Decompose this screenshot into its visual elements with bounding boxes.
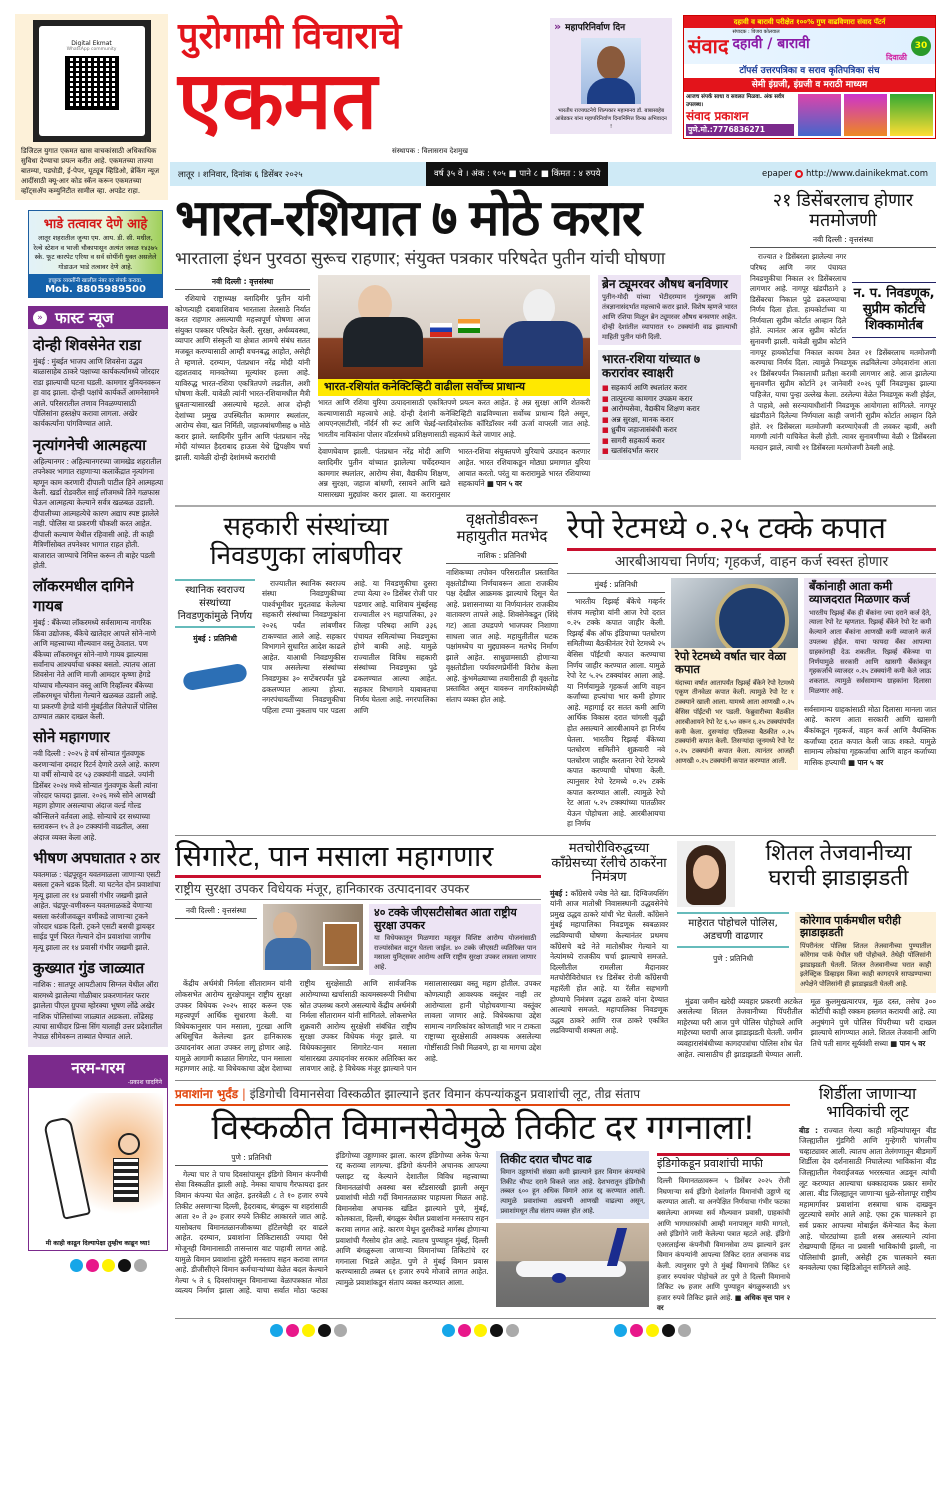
ad-product: दहावी / बारावी	[732, 36, 810, 52]
congress-body	[550, 889, 668, 1037]
ad-sub: दिवाळी	[886, 53, 907, 62]
congress-headline: मतचोरीविरुद्धच्या काँग्रेसच्या रॅलीचे ठाकरेंना निमंत्रण	[551, 840, 667, 885]
registration-marks	[70, 1259, 168, 1272]
rent-ad-title: भाडे तत्वावर देणे आहे	[43, 217, 148, 232]
coop-kicker	[175, 579, 255, 628]
qr-card[interactable]	[33, 20, 151, 142]
flight-columns	[175, 1151, 649, 1307]
fast-news-header	[28, 306, 168, 329]
repo-body: भारतीय रिझर्व्ह बँकेचे गव्हर्नर संजय मल्होत्रा यांनी आज रेपो दरात ०.२५ टक्के कपात जाहीर केली. रिझर्व्ह बँक ऑफ इंडियाच्या पतधोरण समितीच्या बैठकीनंतर रेपो रेटमध्ये २५ बेसिस पॉईंटची कपात करण्याचा निर्णय जाहीर करण्यात आला. यामुळे रेपो रेट ५.२५ टक्क्यांवर आला आहे. या निर्णयामुळे गृहकर्ज आणि वाहन कर्जांच्या हप्त्यांचा भार कमी होणार आहे. महागाई दर सतत कमी आणि आर्थिक विकास दरात चांगली वृद्धी होत असल्याने आरबीआयने हा निर्णय घेतला. भारतीय रिझर्व्ह बँकेच्या पतधोरण समितीने शुक्रवारी नवे पतधोरण जाहीर करताना रेपो रेटमध्ये कपात करण्याची घोषणा केली. त्यानुसार रेपो रेटमध्ये ०.२५ टक्के कपात करण्यात आली. त्यामुळे रेपो रेट आता ५.२५ टक्क्यांच्या पातळीवर येऊन पोहोचला आहे. आरबीआयचा हा निर्णय	[567, 596, 665, 829]
deal-item: ■ सहकार्य आणि स्थलांतर करार	[602, 383, 737, 394]
photo-banner: भारत-रशियांत कनेक्टिव्हिटी वाढीला सर्वोच्च प्राधान्य	[318, 379, 590, 396]
deals-headline: भारत-रशिया यांच्यात ७ करारांवर स्वाक्षरी	[602, 352, 701, 380]
rbi-photo	[671, 578, 798, 648]
masthead-founder: संस्थापक : विलासराव देशमुख	[392, 147, 468, 155]
cigarette-body: केंद्रीय अर्थमंत्री निर्मला सीतारामन यांनी लोकसभेत आरोग्य सुरक्षेपासून राष्ट्रीय सुरक्षा उपकर विधेयक २०२५ सादर करून एक महत्त्वपूर्ण आर्थिक सुधारणा केली. या विधेयकानुसार पान मसाला, गुटखा आणि अधिसूचित केलेल्या इतर हानिकारक उत्पादनांवर आता उपकर लागू होणार आहे. यामुळे आगामी काळात सिगारेट, पान मसाला महागणार आहे. या विधेयकाचा उद्देश देशाच्या राष्ट्रीय सुरक्षेसाठी आणि सार्वजनिक आरोग्याच्या खर्चासाठी कायमस्वरूपी निधीचा स्रोत उपलब्ध करणे असल्याचे केंद्रीय अर्थमंत्री निर्मला सीतारामन यांनी सांगितले. लोकसभेत शुक्रवारी आरोग्य सुरक्षेशी संबंधित राष्ट्रीय सुरक्षा उपकर विधेयक मंजूर झाले. या विधेयकानुसार सिगारेट-पान मसाला यांसारख्या उत्पादनांवर सरकार अतिरिक्त कर लावणार आहे. हे विधेयक मंजूर झाल्याने पान मसालासारख्या वस्तू महाग होतील. उपकर कोणत्याही आवश्यक वस्तूंवर नाही तर आरोग्याला हानी पोहोचवणाऱ्या वस्तूंवर लावला जाणार आहे. विधेयकाचा उद्देश सामान्य नागरिकांवर कोणताही भार न टाकता राष्ट्राच्या सुरक्षेसाठी आवश्यक असलेल्या गोष्टींसाठी निधी मिळवणे, हा या मागचा उद्देश आहे.	[175, 979, 541, 1074]
congress-dateline: मुंबई :	[550, 888, 568, 898]
russia-flag-icon	[430, 323, 452, 337]
continued-link[interactable]: ■ पान ५ वर	[847, 757, 884, 767]
flight-headline: विस्कळीत विमानसेवेमुळे तिकीट दर गगनाला!	[211, 1108, 754, 1147]
vote-dateline: नवी दिल्ली : वृत्तसंस्था	[750, 233, 936, 248]
brain-tumor-box	[598, 275, 741, 345]
putin-modi-photo	[318, 275, 590, 379]
repo-box	[671, 648, 798, 770]
coop-body-cols	[262, 579, 437, 717]
left-sidebar	[15, 14, 168, 1272]
ad-phone[interactable]: पुणे.मो.:7776836271	[686, 124, 794, 136]
ad-editor: संपादक : विजय कोलवाल	[732, 29, 780, 35]
photo-caption: भारत आणि रशिया युरिया उत्पादनासाठी एकत्रितपणे प्रयत्न करत आहेत. हे अन्न सुरक्षा आणि शेतकरी कल्याणासाठी महत्त्वाचे आहे. दोन्ही देशांनी कनेक्टिव्हिटी वाढविण्याला सर्वोच्च प्राधान्य दिले असून, आयएनएसटीसी, नॉर्दर्न सी रूट आणि चेन्नई-व्लादिवोस्तोक कॉरिडॉरवर नवी ऊर्जा वापरली जात आहे. भारतीय नाविकांना पोलार वॉटर्समध्ये प्रशिक्षणासाठी सहकार्य केले जाणार आहे.	[318, 398, 590, 439]
apology-headline: इंडिगोकडून प्रवाशांची माफी	[657, 1158, 790, 1173]
fast-news-body: अहिल्यानगर : अहिल्यानगरच्या जामखेड शहरातील तपनेश्वर भागात राहणाऱ्या कलाकेंद्रात नृत्यांगना म्हणून काम करणारी दीपाली पाटील हिने आत्महत्या केली. खर्डा रोडवरील साई लॉजमध्ये तिने गळफास घेऊन आत्महत्या केल्याने सर्वत्र खळबळ उडाली. दीपालीच्या आत्महत्येचे कारण अद्याप स्पष्ट झालेले नाही. पोलिस या प्रकरणी चौकशी करत आहेत. दीपाली कल्याण येथील रहिवासी आहे. ती काही मैत्रिणींसोबत तपनेश्वर भागात राहत होती. बाजारात जाण्याचे निमित्त करून ती बाहेर पडली होती.	[33, 456, 163, 570]
fast-news-body: मुंबई : मुंबईत भाजप आणि शिवसेना उद्धव बाळासाहेब ठाकरे पक्षाच्या कार्यकर्त्यांमध्ये जोरदार राडा झाल्याची घटना घडली. कामगार युनियनवरून हा वाद झाला. दोन्ही पक्षांचे कार्यकर्ते आमनेसामने आले. परिसरातील तणाव निवळण्यासाठी पोलिसांना हस्तक्षेप करावा लागला. अखेर कार्यकर्त्यांना पांगविण्यात आले.	[33, 357, 161, 429]
shital-headline: शितल तेजवानीच्या घराची झाडाझडती	[765, 840, 912, 890]
registration-marks	[270, 1324, 347, 1337]
cartoon-title: नरम-गरम	[71, 1058, 125, 1077]
shital-body	[677, 997, 936, 1061]
fast-news-headline: भीषण अपघातात २ ठार	[33, 850, 160, 868]
deal-item: ■ खतांसंदर्भात करार	[602, 446, 737, 457]
repo-headline: रेपो रेटमध्ये ०.२५ टक्के कपात	[567, 512, 887, 546]
lead-body-cols	[318, 443, 590, 500]
sitharaman-photo	[263, 904, 363, 970]
fast-news-headline: लॉकरमधील दागिने गायब	[33, 578, 134, 616]
fast-news-headline: दोन्ही शिवसेनेत राडा	[33, 337, 141, 354]
continued-link[interactable]: ■ अधिक वृत्त पान २ वर	[657, 1292, 790, 1313]
continued-link[interactable]: ■ पान ५ वर	[890, 1038, 926, 1048]
rent-ad-text: लातूर शहरातील जुन्या एम. आय. डी. सी. मधील, रेल्वे स्टेशन व भाजी चौकापासून अत्यंत जवळ १४३७५ स्के. फूट कारपेट एरिया व सर्व सोयींनी युक्त असलेले गोडाऊन भाडे तत्वावर देणे आहे.	[33, 234, 158, 271]
vote-headline: २१ डिसेंबरलाच होणार मतमोजणी	[772, 190, 914, 231]
shirdi-body-text: राज्यात गेल्या काही महिन्यांपासून बीड जिल्ह्यातील गुंडगिरी आणि गुन्हेगारी चांगलीच चव्हाट्यावर आली. त्यातच आता तेलंगणातून बीडमार्गे शिर्डीला देव दर्शनासाठी निघालेल्या भाविकांना बीड जिल्ह्यातील गेवराईजवळ भररस्त्यात अडवून त्यांची लूट करण्यात आल्याचा धक्कादायक प्रकार समोर आला. बीड जिल्ह्यातून जाणाऱ्या धुळे-सोलापूर राष्ट्रीय महामार्गावर प्रवाशांना शस्त्राचा धाक दाखवून लुटल्याचे समोर आले आहे. एका ट्रक चालकाने हा सर्व प्रकार आपल्या मोबाईल कॅमेऱ्यात कैद केला आहे. चोरट्यांच्या हाती शस्त्र असल्याने त्यांना रोखण्याची हिंमत ना प्रवासी भाविकांची झाली, ना पोलिसांची झाली, असेही ट्रक चालकाने स्वतः बनवलेल्या एका व्हिडिओतून सांगितले आहे.	[799, 1125, 937, 1273]
qr-text: डिजिटल युगात एकमत खास वाचकांसाठी अधिकाधिक सुविधा देण्याचा प्रयत्न करीत आहे. एकमतच्या ताज्या बातम्या, पडघोडी, ई-पेपर, यूट्यूब व्हिडिओ, ब्रेकिंग न्यूज आदींसाठी क्यू-आर कोड स्कॅन करून एकमतच्या व्हॉट्सअ‍ॅप कम्युनिटीत सामील व्हा. अपडेट राहा.	[21, 147, 160, 195]
cartoon-author: -प्रकाश घादगिने	[127, 1078, 162, 1086]
repo-box-headline: रेपो रेटमध्ये वर्षात चार वेळा कपात	[675, 650, 787, 676]
ambedkar-box	[550, 18, 672, 134]
ad-book-covers	[796, 92, 935, 138]
repo-side-body: भारतीय रिझर्व्ह बँक ही बँकांना ज्या दराने कर्ज देते, त्याला रेपो रेट म्हणतात. रिझर्व्ह बँकेने रेपो रेट कमी केल्याने आता बँकांना आणखी कमी व्याजाने कर्ज उपलब्ध होईल. याचा फायदा बँका आपल्या ग्राहकांनाही देऊ शकतील. रिझर्व्ह बँकेच्या या निर्णयामुळे सरकारी आणि खासगी बँकांकडून गृहकर्जाचे व्याजदर ०.२५ टक्क्यांनी कमी केले जाऊ शकतात. त्यामुळे सर्वसामान्य ग्राहकांना दिलासा मिळणार आहे.	[809, 608, 931, 696]
repo-side-box	[804, 578, 936, 700]
ad-top: दहावी व बारावी परीक्षेत १००% गुण वाढविणारा संवाद पॅटर्न	[684, 16, 935, 28]
fare-box	[496, 1151, 649, 1219]
gst-box	[369, 904, 541, 975]
coop-kicker-text: स्थानिक स्वराज्य संस्थांच्या निवडणुकांमुळे निर्णय	[177, 584, 253, 622]
ad-years-badge: 30	[911, 36, 931, 56]
deal-item: ■ सागरी सहकार्य करार	[602, 436, 737, 447]
fast-news-headline: कुख्यात गुंड जाळ्यात	[33, 960, 145, 978]
ad-line3: आजच संपर्क साधा व सवलत मिळवा. अंक सर्वत्र उपलब्ध।	[686, 94, 785, 108]
fast-news-headline: सोने महागणार	[33, 729, 110, 747]
repo-tail-text: सर्वसामान्य ग्राहकांसाठी मोठा दिलासा मानला जात आहे. कारण आता सरकारी आणि खासगी बँकांकडून गृहकर्ज, वाहन कर्ज आणि वैयक्तिक कर्जांच्या दरात कपात केली जाऊ शकते. यामुळे सामान्य लोकांचा गृहकर्जाचा आणि वाहन कर्जाच्या मासिक हप्त्याची	[804, 704, 936, 767]
ambedkar-title: महापरिनिर्वाण दिन	[565, 23, 626, 33]
fare-box-headline: तिकीट दरात चौपट वाढ	[500, 1153, 592, 1166]
lead-body-text: देवाणघेवाण झाली. पंतप्रधान नरेंद्र मोदी आणि व्लादिमीर पुतीन यांच्यात झालेल्या चर्चेदरम्यान कामगार स्थलांतर, आरोग्य सेवा, वैद्यकीय शिक्षण, अन्न सुरक्षा, जहाज बांधणी, रसायने आणि खते यासारख्या मुद्द्यांवर करार झाला. या करारानुसार भारत-रशिया संयुक्तपणे युरियाचे उत्पादन करणार आहेत. भारत रशियाकडून मोठ्या प्रमाणात युरिया आयात करतो. परंतु या करारामुळे भारत रशियाच्या सहकार्याने	[318, 447, 590, 499]
brain-tumor-headline: ब्रेन ट्यूमरवर औषध बनविणार	[602, 277, 728, 291]
qr-code-icon	[67, 58, 117, 108]
ad-line2: सेमी इंग्रजी, इंग्रजी व मराठी माध्यम	[684, 78, 935, 92]
gst-box-headline: ४० टक्के जीएसटीसोबत आता राष्ट्रीय सुरक्षा उपकर	[374, 907, 517, 932]
continued-link[interactable]: ■ पान ५ वर	[486, 479, 522, 489]
gst-box-body: या विधेयकातून मिळणारा महसूल विशिष्ट आरोग्य योजनांसाठी राज्यांसोबत वाटून घेतला जाईल. ४० टक्के जीएसटी व्यतिरिक्त पान मसाला युनिट्सवर आरोग्य आणि राष्ट्रीय सुरक्षा उपकर लावला जाणार आहे.	[374, 934, 536, 971]
repo-side-headline: बँकांनाही आता कमी व्याजदरात मिळणार कर्ज	[809, 580, 910, 606]
coop-headline: सहकारी संस्थांच्या निवडणुका लांबणीवर	[209, 511, 403, 571]
repo-dateline: मुंबई : प्रतिनिधी	[567, 578, 665, 593]
divider	[175, 1080, 936, 1081]
congress-body-text: काँग्रेसचे ज्येष्ठ नेते खा. दिग्विजयसिंग यांनी आज मातोश्री निवासस्थानी उद्धवसेनेचे प्रमुख उद्धव ठाकरे यांची भेट घेतली. काँग्रेसने मुंबई महापालिका निवडणूक स्वबळावर लढविण्याची घोषणा केल्यानंतर प्रथमच काँग्रेसचे बडे नेते मातोश्रीवर गेल्याने या नेत्यांमध्ये राजकीय चर्चा झाल्याचे समजते. दिल्लीतील रामलीला मैदानावर मतचोरीविरोधात १४ डिसेंबर रोजी काँग्रेसची महारॅली होत आहे. या रॅलीत सहभागी होण्याचे निमंत्रण उद्धव ठाकरे यांना देण्यात आल्याचे समजते. महापालिका निवडणूक उद्धव ठाकरे आणि राज ठाकरे एकत्रित लढविण्याची शक्यता आहे.	[550, 888, 669, 1036]
lead-subheadline: भारताला इंधन पुरवठा सुरूच राहणार; संयुक्त पत्रकार परिषदेत पुतीन यांची घोषणा	[175, 249, 666, 268]
masthead-logo[interactable]: एकमत	[178, 56, 378, 145]
shirdi-headline: शिर्डीला जाणाऱ्या भाविकांची लूट	[818, 1085, 917, 1121]
apology-body-text: दिल्ली विमानतळावरून ५ डिसेंबर २०२५ रोजी निघणाऱ्या सर्व इंडिगो देशांतर्गत विमानांची उड्डाणे रद्द करण्यात आली. या अनपेक्षित निर्णयाचा गंभीर फटका बसलेल्या आमच्या सर्व मौल्यवान प्रवासी, ग्राहकांची आणि भागधारकांची आम्ही मनापासून माफी मागतो, असे इंडिगोने जारी केलेल्या पत्रात म्हटले आहे. इंडिगो एअरलाईन्स कंपनीची विमानसेवा ठप्प झाल्याने इतर विमान कंपन्यांनी आपल्या तिकिट दरात अचानक वाढ केली. त्यानुसार पुणे ते मुंबई विमानाचे तिकिट ६१ हजार रुपयांवर पोहोचले तर पुणे ते दिल्ली विमानाचे तिकिट २७ हजार आणि पुण्याहून बंगळुरूसाठी ४९ हजार रुपये तिकिट झाले आहे.	[657, 1176, 790, 1302]
fast-news-title: फास्ट न्यूज	[55, 308, 114, 327]
cigarette-headline: सिगारेट, पान मसाला महागणार	[175, 841, 494, 873]
rent-ad-contact-note: इच्छुक व्यक्तींनी खालील नंबर वर संपर्क करावा.	[48, 278, 143, 284]
indigo-plane-photo	[496, 1223, 649, 1307]
fast-news-body: यवतमाळ : चंद्रपूरहून यवतमाळला जाणाऱ्या एसटी बसला ट्रकने धडक दिली. या घटनेत दोन प्रवाशांचा मृत्यू झाला तर १४ प्रवासी गंभीर जखमी झाले आहेत. चंद्रपूर-वणीवरून यवतमाळकडे येणाऱ्या बसला करंजीजवळून वणीकडे जाणाऱ्या ट्रकने जोरदार धडक दिली. ट्रकने एसटी बसची ड्रायव्हर साईड पूर्ण चिरत गेल्याने दोन प्रवाशांचा जागीच मृत्यू झाला तर १४ प्रवासी गंभीर जखमी झाले.	[33, 870, 161, 952]
cartoon-image	[33, 1093, 163, 1233]
flight-kicker-text: इंडिगोची विमानसेवा विस्कळीत झाल्याने इतर विमान कंपन्यांकडून प्रवाशांची लूट, तीव्र संताप	[249, 1086, 641, 1101]
flight-body: गेल्या चार ते पाच दिवसांपासून इंडिगो विमान कंपनीची सेवा विस्कळीत झाली आहे. नेमका याचाच गैरफायदा इतर विमान कंपन्या घेत आहेत. इतरवेळी ८ ते १० हजार रुपये तिकीट असणाऱ्या दिल्ली, हैदराबाद, बंगळुरू या शहरांसाठी आता २० ते ३० हजार रुपये तिकीट आकारले जात आहे. यासोबतच विमानतळानजीकच्या हॉटेलचेही दर वाढले आहेत. दरम्यान, प्रवाशांना तिकिटासाठी ज्यादा पैसे मोजूनही विमानासाठी तासन्तास वाट पाहावी लागत आहे. यामुळे विमान प्रवाशांना दुहेरी मनस्ताप सहन करावा लागत आहे. डीजीसीएने विमान कर्मचाऱ्यांच्या वेळेत बदल केल्याने गेल्या ५ ते ६ दिवसांपासून विमानाच्या वेळापत्रकात मोठा व्यत्यय निर्माण झाला आहे. याचा सर्वात मोठा फटका इंडिगोच्या उड्डाणावर झाला. कारण इंडिगोच्या अनेक फेऱ्या रद्द कराव्या लागल्या. इंडिगो कंपनीने अचानक आपल्या फ्लाइट रद्द केल्याने देशातील विविध महत्त्वाच्या विमानतळांची अवस्था बस स्टँडसारखी झाली असून प्रवाशांची मोठी गर्दी विमानतळावर पाहायला मिळत आहे. विमानसेवा अचानक खंडित झाल्याने पुणे, मुंबई, कोलकाता, दिल्ली, बंगळुरू येथील प्रवाशांना मनस्ताप सहन करावा लागत आहे. कारण येथून दुसरीकडे मार्गस्थ होणाऱ्या प्रवाशांची गैरसोय होत आहे. त्यातच पुण्याहून मुंबई, दिल्ली आणि बंगळुरूला जाणाऱ्या विमानांच्या तिकिटांचे दर गगनाला भिडले आहेत. पुणे ते मुंबई विमान प्रवास करण्यासाठी तब्बल ६१ हजार रुपये मोजावे लागत आहेत. त्यामुळे प्रवाशांकडून संताप व्यक्त करण्यात आला.	[175, 1150, 489, 1296]
issue-info: वर्ष ३५ वे । अंक : १०५ ■ पाने ८ ■ किंमत : ४ रुपये	[426, 162, 608, 186]
coop-body: राज्यातील स्थानिक स्वराज्य संस्था निवडणुकीच्या पार्श्वभूमीवर मुदतवाढ केलेल्या सहकारी संस्थांच्या निवडणुकांना २०२६ पर्यंत लांबणीवर टाकण्यात आले आहे. सहकार विभागाने सुधारित आदेश काढले आहेत. याआधी निवडणुकीस पात्र असलेल्या संस्थांच्या निवडणुका ३० सप्टेंबरपर्यंत पुढे ढकलण्यात आल्या होत्या. नगरपंचायतींच्या निवडणुकीचा पहिला टप्पा नुकताच पार पडला आहे. या निवडणुकीचा दुसरा टप्पा येत्या २० डिसेंबर रोजी पार पडणार आहे. याशिवाय मुंबईसह राज्यातील २९ महापालिका, ३२ जिल्हा परिषदा आणि ३३६ पंचायत समित्यांच्या निवडणुका होणे बाकी आहे. यामुळे राज्यातील विविध सहकारी संस्थांच्या निवडणुका पुढे ढकलण्यात आल्या आहेत. सहकार विभागाने याबाबतचा निर्णय घेतला आहे.	[262, 578, 437, 715]
shital-tejwani-photo	[677, 841, 735, 907]
ambedkar-caption: भारतीय राज्यघटनेचे शिल्पकार महामानव डॉ. बाबासाहेब आंबेडकर यांना महापरिनिर्वाण दिनानिमित्त विनम्र अभिवादन !	[555, 108, 667, 130]
tree-headline: वृक्षतोडीवरून महायुतीत मतभेद	[456, 511, 548, 546]
lead-body-col1: रशियाचे राष्ट्राध्यक्ष व्लादिमीर पुतीन यांनी कोणत्याही दबावाशिवाय भारताला तेलसाठे निर्यात करत राहणार असल्याची महत्त्वपूर्ण घोषणा आज संयुक्त पत्रकार परिषदेत केली. सुरक्षा, अर्थव्यवस्था, व्यापार आणि संस्कृती या क्षेत्रात आमचे संबंध सतत मजबूत करण्यासाठी आम्ही वचनबद्ध आहोत, असेही ते म्हणाले. दरम्यान, पंतप्रधान नरेंद्र मोदी यांनी दहशतवाद मानवतेच्या मूल्यांवर हल्ला आहे. याविरुद्ध भारत-रशिया एकत्रितपणे लढतील, अशी घोषणा केली. यावेळी त्यांनी भारत-रशियामधील मैत्री ध्रुवताऱ्यासारखी असल्याचे म्हटले. आज दोन्ही देशांच्या प्रमुख उपस्थितीत कामगार स्थलांतर, आरोग्य सेवा, खत निर्मिती, जहाजबांधणीसह ७ मोठे करार झाले. व्लादिमीर पुतीन आणि पंतप्रधान नरेंद्र मोदी यांच्यात हैदराबाद हाऊस येथे द्विपक्षीय चर्चा झाली. यावेळी दोन्ही देशांमध्ये करारांची	[175, 294, 310, 462]
fast-news-body: मुंबई : बँकेच्या लॉकरमध्ये सर्वसामान्य नागरिक किंवा उद्योजक, बँकेचे खातेदार आपले सोने-नाणे आणि महत्त्वाच्या मौल्यवान वस्तू ठेवतात. पण बँकेच्या लॉकरमधून सोने-नाणे गायब झाल्यास सर्वांनाच आश्चर्याचा धक्का बसतो. त्यातच आता शिवसेना नेते आणि माजी आमदार कृष्णा हेगडे यांच्याच मौल्यवान वस्तू आणि रिव्हॉल्वर बँकेच्या लॉकरमधून चोरीला गेल्याने खळबळ उडाली आहे. या प्रकरणी हेगडे यांनी मुंबईतील विलेपार्ले पोलिस ठाण्यात तक्रार दाखल केली.	[33, 618, 158, 721]
coop-dateline: मुंबई : प्रतिनिधी	[193, 633, 237, 643]
deal-item: ■ आरोग्यसेवा, वैद्यकीय शिक्षण करार	[602, 404, 737, 415]
divider	[175, 1318, 936, 1319]
flight-kicker: प्रवाशांना भुर्दंड | इंडिगोची विमानसेवा विस्कळीत झाल्याने इतर विमान कंपन्यांकडून प्रवाशांची लूट, तीव्र संताप	[175, 1086, 790, 1106]
shital-kicker	[677, 912, 789, 948]
chevron-right-icon: »	[554, 20, 562, 33]
ad-brand: संवाद	[688, 34, 729, 58]
ambedkar-portrait	[581, 38, 641, 104]
divider	[175, 505, 936, 507]
website-link[interactable]: http://www.dainikekmat.com	[806, 169, 928, 179]
samvad-ad[interactable]	[683, 15, 936, 139]
fast-news-body: नवी दिल्ली : २०२५ हे वर्ष सोन्यात गुंतवणूक करणाऱ्यांना दमदार रिटर्न देणारे ठरले आहे. कारण या वर्षी सोन्याचे दर ५३ टक्क्यांनी वाढले. ज्यांनी डिसेंबर २०२४ मध्ये सोन्यात गुंतवणूक केली त्यांना जोरदार फायदा झाला. २०२६ मध्ये सोने आणखी महाग होणार असल्याचा अंदाज वर्ल्ड गोल्ड कौन्सिलने वर्तवला आहे. सोन्याचे दर सध्याच्या स्तरावरून १५ ते ३० टक्क्यांनी वाढतील, असा अंदाज व्यक्त केला आहे.	[33, 749, 160, 842]
vote-pull-text: न. प. निवडणूक, सुप्रीम कोर्टाचे शिक्कामोर्तब	[853, 286, 935, 334]
chevron-down-icon: »	[33, 311, 47, 325]
rent-ad-mobile[interactable]: Mob. 8805989500	[45, 284, 146, 295]
koregaon-box	[795, 912, 936, 993]
fast-news-body: नाशिक : सातपूर आयटीआय सिग्नल येथील ऑरा बारमध्ये झालेल्या गोळीबार प्रकरणानंतर फरार झालेला पीएल ग्रुपचा म्होरक्या भूषण लोंढे अखेर नाशिक पोलिसांच्या जाळ्यात अडकला. लोंढेसह त्याचा साथीदार प्रिन्स सिंग यालाही उत्तर प्रदेशातील नेपाळ सीमेवरून ताब्यात घेण्यात आले.	[33, 980, 163, 1042]
ad-publisher: संवाद प्रकाशन	[686, 109, 749, 123]
cartoon-box	[28, 1055, 168, 1251]
dateline-strip	[170, 162, 936, 186]
shital-dateline: पुणे : प्रतिनिधी	[712, 954, 754, 963]
tree-dateline: नाशिक : प्रतिनिधी	[446, 549, 558, 564]
apology-body	[657, 1176, 790, 1314]
cigarette-subheadline: राष्ट्रीय सुरक्षा उपकर विधेयक मंजूर, हानिकारक उत्पादनावर उपकर	[175, 880, 541, 900]
handshake-graphic	[175, 652, 255, 700]
india-flag-icon	[458, 319, 480, 333]
flight-kicker-label: प्रवाशांना भुर्दंड	[175, 1086, 239, 1101]
rent-ad	[28, 210, 163, 298]
cigarette-dateline: नवी दिल्ली : वृत्तसंस्था	[175, 904, 257, 919]
ad-line1: टॉपर्स उत्तरपत्रिका व सराव कृतिपत्रिका संच	[739, 66, 880, 76]
registration-marks	[442, 1324, 519, 1337]
repo-box-body: यंदाच्या वर्षात आतापर्यंत रिझर्व्ह बँकेने रेपो रेटमध्ये एकूण तीनवेळा कपात केली. त्यामुळे रेपो रेट १ टक्क्याने खाली आला. यामध्ये आता आणखी ०.२५ बेसिस पॉईंटची भर पडली. फेब्रुवारीच्या बैठकीत आरबीआयने रेपो रेट ६.५० वरून ६.२५ टक्क्यांपर्यंत कमी केला. दुसऱ्यांदा एप्रिलच्या बैठकीत ०.२५ टक्क्यांनी कपात केली. तिसऱ्यांदा जूनमध्ये रेपो रेट ०.२५ टक्क्यांनी कपात केला. त्यानंतर आजही आणखी ०.२५ टक्क्यांनी कपात करण्यात आली.	[675, 678, 795, 766]
lead-headline: भारत-रशियात ७ मोठे करार	[175, 190, 642, 246]
deal-item: ■ तात्पुरत्या कामगार उपक्रम करार	[602, 394, 737, 405]
coop-tail: नगरपालिका आणि	[353, 695, 438, 715]
epaper-label: epaper	[762, 169, 793, 179]
main-content	[175, 190, 936, 1337]
flight-dateline: पुणे : प्रतिनिधी	[175, 1151, 328, 1166]
tree-body: नाशिकच्या तपोवन परिसरातील प्रस्तावित वृक्षतोडीच्या निर्णयावरून आता राजकीय पक्ष देखील आक्रमक झाल्याचे दिसून येत आहे. प्रशासनाच्या या निर्णयानंतर राजकीय वातावरण तापले आहे. शिवसेनेकडून (शिंदे गट) आता उघडपणे भाजपवर निशाणा साधला जात आहे. महायुतीतील घटक पक्षांमध्येच या मुद्द्यावरून मतभेद निर्माण झाले आहेत. साधुग्रामसाठी होणाऱ्या वृक्षतोडीला पर्यावरणप्रेमींनी विरोध केला आहे. कुंभमेळ्याच्या तयारीसाठी ही वृक्षतोड प्रस्तावित असून यावरून नागरिकांमध्येही संताप व्यक्त होत आहे.	[446, 567, 558, 705]
divider	[175, 835, 936, 836]
registration-marks	[614, 1324, 691, 1337]
search-icon	[795, 170, 803, 178]
koregaon-body: पिंपरीनंतर पोलिस शितल तेजवानीच्या पुण्यातील कोरेगाव पार्क येथील घरी पोहोचले. तेथेही पोलिसांनी झाडाझडती घेतली. शितल तेजवानीच्या घरात काही इलेक्ट्रिक डिव्हाइस किंवा काही कागदपत्रे सापडण्याच्या अपेक्षेने पोलिसांनी ही झाडाझडती घेतली आहे.	[800, 941, 931, 988]
repo-tail	[804, 705, 936, 769]
qr-title: Digital Ekmat	[71, 40, 112, 47]
brain-tumor-body: पुतीन-मोदी यांच्या भेटीदरम्यान गुंतवणूक आणि तंत्रज्ञानासंदर्भात महत्त्वाचे करार झाले. विशेष म्हणजे भारत आणि रशिया मिळून ब्रेन ट्यूमरवर औषध बनवणार आहेत. दोन्ही देशांतील व्यापारात १० टक्क्यांनी वाढ झाल्याची माहिती पुतीन यांनी दिली.	[602, 293, 737, 341]
repo-subheadline: आरबीआयचा निर्णय; गृहकर्ज, वाहन कर्ज स्वस्त होणार	[567, 553, 936, 574]
fast-news-headline: नृत्यांगनेची आत्महत्या	[33, 436, 147, 454]
issue-date: लातूर । शनिवार, दिनांक ६ डिसेंबर २०२५	[178, 169, 303, 180]
deals-box	[598, 350, 741, 459]
masthead-tagline: पुरोगामी विचाराचे	[178, 15, 402, 56]
shirdi-body	[799, 1126, 936, 1274]
vote-body: राज्यात २ डिसेंबरला झालेल्या नगर परिषद आणि नगर पंचायत निवडणुकीचा निकाल २१ डिसेंबरलाच लागणार आहे. नागपूर खंडपीठाने ३ डिसेंबरचा निकाल पुढे ढकलण्याचा निर्णय दिला होता. हायकोर्टाच्या या निर्णयाला सुप्रीम कोर्टात आव्हान दिले होते. त्यानंतर आज सुप्रीम कोर्टात सुनावणी झाली. यावेळी सुप्रीम कोर्टाने नागपूर हायकोर्टाचा निकाल कायम ठेवत २१ डिसेंबरलाच मतमोजणी करण्याचा निर्णय दिला. त्यामुळे निवडणूक लढविलेल्या उमेदवारांना आता २१ डिसेंबरपर्यंत निकालाची प्रतीक्षा करावी लागणार आहे. आज झालेल्या सुनावणीत सुप्रीम कोर्टाने ३१ जानेवारी २०२६ पूर्वी निवडणुका झाल्या पाहिजेत, याचा पुन्हा उल्लेख केला. ठरलेल्या वेळेत निवडणूक कशी होईल, ते पाहावे, असे सरन्यायाधीशांनी निवडणूक आयोगाला सांगितले. नागपूर खंडपीठाने दिलेल्या निर्णयाला काही जणांनी सुप्रीम कोर्टात आव्हान दिले होते. २१ डिसेंबरला मतमोजणी करण्याऐवजी ती लवकर व्हावी, अशी मागणी त्यांनी याचिकेत केली होती. त्यावर सुनावणीच्या वेळी २ डिसेंबरला मतदान झाले, त्याची २१ डिसेंबरला मतमोजणी ठेवली आहे.	[750, 252, 936, 452]
fast-news-list	[28, 329, 168, 1047]
shital-kicker-text: माहेरात पोहोचले पोलिस, अडचणी वाढणार	[688, 918, 778, 942]
deal-item: ■ ध्रुवीय जहाजासंबंधी करार	[602, 425, 737, 436]
koregaon-headline: कोरेगाव पार्कमधील घरीही झाडाझडती	[800, 915, 901, 940]
fare-box-body: विमान उड्डाणांची संख्या कमी झाल्याने इतर विमान कंपन्यांचे तिकीट चौपट दराने विकले जात आहे. देशभरातून इंडिगोची तब्बल ६०० हून अधिक विमाने आज रद्द करण्यात आली. त्यामुळे प्रवाशांच्या अडचणी आणखी वाढल्या असून, प्रवाशांमधून तीव्र संताप व्यक्त होत आहे.	[500, 1168, 645, 1215]
vote-pull-quote	[852, 282, 936, 338]
shirdi-dateline: बीड :	[799, 1125, 818, 1135]
deal-item: ■ अन्न सुरक्षा, मानक करार	[602, 415, 737, 426]
shital-body-text: मुंढवा जमीन खरेदी व्यवहार प्रकरणी अटकेत असलेल्या शितल तेजवानीच्या पिंपरीतील माहेरच्या घरी आज पुणे पोलिस पोहोचले आणि माहेरच्या घराची आज झाडाझडती घेतली. जमीन व्यवहारासंबंधीच्या कागदपत्रांचा पोलिस शोध घेत आहेत. त्यासाठीच ही झाडाझडती घेण्यात आली. मूळ कुलमुखत्यारपत्र, मूळ दस्त, तसेच ३०० कोटींची काही रक्कम हस्तगत करायची आहे. त्या अनुषंगाने पुणे पोलिस पिंपरीच्या घरी दाखल झाल्याचे सांगण्यात आले. शितल तेजवानी आणि तिचे पती सागर सूर्यवंशी सध्या	[677, 996, 936, 1059]
qr-subtitle: WhatsApp community	[66, 47, 117, 52]
lead-dateline: नवी दिल्ली : वृत्तसंस्था	[175, 275, 310, 290]
qr-promo-box	[15, 14, 168, 200]
cartoon-caption: मी काही काढून दिल्यापेक्षा तुम्हीच काढून घ्या!	[45, 1239, 151, 1247]
